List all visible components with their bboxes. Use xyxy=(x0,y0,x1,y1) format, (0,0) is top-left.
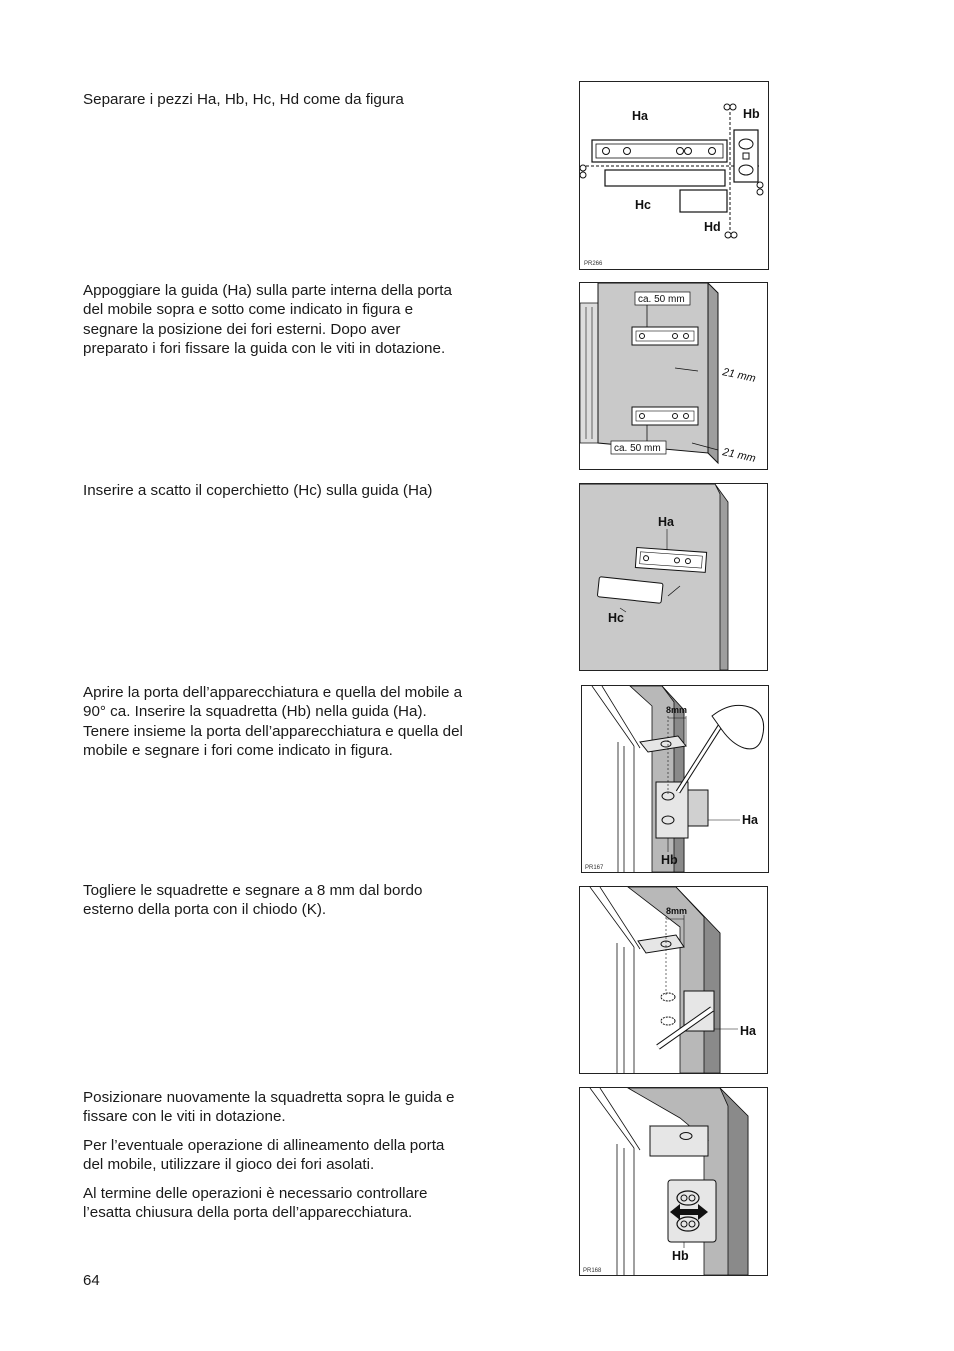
label-hb: Hb xyxy=(672,1249,689,1263)
dim-8mm: 8mm xyxy=(666,705,688,715)
label-hb: Hb xyxy=(661,853,678,867)
label-hd: Hd xyxy=(704,220,721,234)
figure-guide-position xyxy=(579,282,768,470)
step-6-paragraph-1: Posizionare nuovamente la squadretta sopra le guida e fissare con le viti in dotazione. xyxy=(83,1089,455,1126)
step-2-paragraph: Appoggiare la guida (Ha) sulla parte interna della porta del mobile sopra e sotto come indicato in figura e segnare la posizione dei fori esterni. Dopo aver preparato i fori fissare la guida con le viti in dotazione. xyxy=(83,282,452,358)
step-5-text xyxy=(83,881,463,929)
step-3-paragraph: Inserire a scatto il coperchietto (Hc) sulla guida (Ha) xyxy=(83,482,433,499)
figure-code: PR168 xyxy=(583,1268,602,1274)
figure-code: PR266 xyxy=(584,261,603,267)
step-6-text xyxy=(83,1088,463,1231)
figure-code: PR167 xyxy=(585,865,604,871)
label-ha: Ha xyxy=(658,515,674,529)
step-5-paragraph: Togliere le squadrette e segnare a 8 mm dal bordo esterno della porta con il chiodo (K). xyxy=(83,882,423,919)
figure-fix-bracket xyxy=(579,1087,768,1276)
figure-snap-cover xyxy=(579,483,768,671)
dim-bottom: ca. 50 mm xyxy=(614,443,661,454)
step-4-paragraph: Aprire la porta dell’apparecchiatura e quella del mobile a 90° ca. Inserire la squadretta (Hb) nella guida (Ha). Tenere insieme la porta dell’apparecchiatura e quella del mobile e segnare i fori come indicato in figura. xyxy=(83,684,463,760)
step-2-text xyxy=(83,281,463,368)
label-ha: Ha xyxy=(742,813,758,827)
step-6-paragraph-3: Al termine delle operazioni è necessario controllare l’esatta chiusura della porta dell’apparecchiatura. xyxy=(83,1184,428,1222)
dim-side-2: 21 mm xyxy=(721,446,757,465)
step-1-paragraph: Separare i pezzi Ha, Hb, Hc, Hd come da figura xyxy=(83,91,404,108)
figure-mark-nail xyxy=(579,886,768,1074)
step-6-paragraph-2: Per l’eventuale operazione di allineamento della porta del mobile, utilizzare il gioco dei fori asolati. xyxy=(83,1136,445,1174)
figure-separate-pieces xyxy=(579,81,769,270)
dim-8mm: 8mm xyxy=(666,906,688,916)
label-hb: Hb xyxy=(743,107,760,121)
figure-mark-holes xyxy=(581,685,769,873)
dim-top: ca. 50 mm xyxy=(638,294,685,305)
page-number: 64 xyxy=(83,1272,100,1289)
label-ha: Ha xyxy=(632,109,648,123)
label-ha: Ha xyxy=(740,1024,756,1038)
dim-side-1: 21 mm xyxy=(721,366,757,385)
step-1-text xyxy=(83,90,463,118)
step-4-text xyxy=(83,683,463,770)
step-3-text xyxy=(83,481,483,509)
label-hc: Hc xyxy=(635,198,651,212)
label-hc: Hc xyxy=(608,611,624,625)
